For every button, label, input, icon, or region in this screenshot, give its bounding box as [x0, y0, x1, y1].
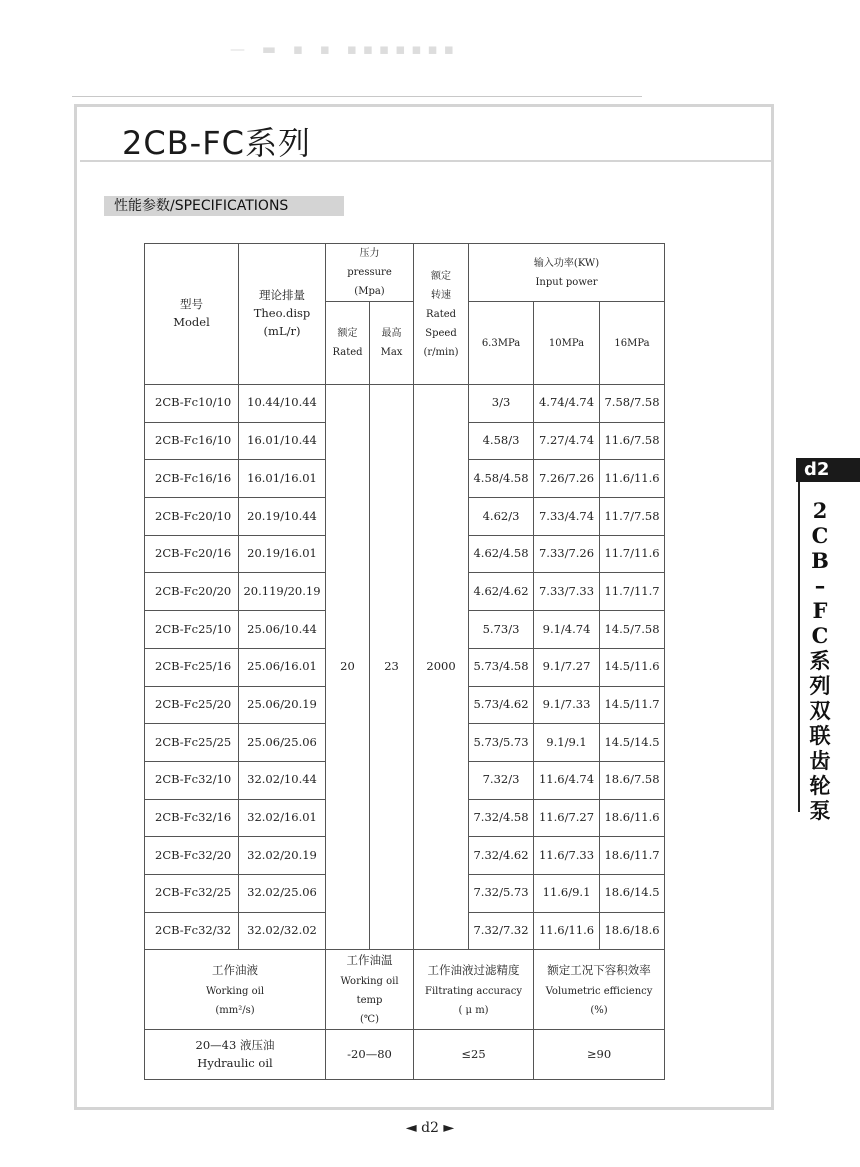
power-6-3-cell: 5.73/3: [469, 611, 534, 649]
power-16-cell: 14.5/11.6: [600, 648, 665, 686]
model-cell: 2CB-Fc20/16: [145, 535, 239, 573]
disp-cell: 32.02/10.44: [239, 761, 326, 799]
disp-cell: 20.119/20.19: [239, 573, 326, 611]
power-16-cell: 14.5/14.5: [600, 724, 665, 762]
power-10-header: 10MPa: [534, 302, 600, 385]
disp-cell: 20.19/16.01: [239, 535, 326, 573]
model-cell: 2CB-Fc32/32: [145, 912, 239, 950]
power-10-cell: 7.33/7.33: [534, 573, 600, 611]
power-10-cell: 9.1/7.33: [534, 686, 600, 724]
prev-page-icon[interactable]: ◄: [405, 1120, 417, 1136]
power-16-cell: 11.6/11.6: [600, 460, 665, 498]
power-10-cell: 9.1/4.74: [534, 611, 600, 649]
side-title-char: C: [811, 623, 829, 648]
disp-cell: 25.06/16.01: [239, 648, 326, 686]
power-10-cell: 11.6/4.74: [534, 761, 600, 799]
power-6-3-cell: 5.73/4.62: [469, 686, 534, 724]
conditions-value-row: [145, 1030, 665, 1080]
power-10-cell: 11.6/7.33: [534, 837, 600, 875]
rated-pressure-cell: 20: [326, 385, 370, 950]
model-cell: 2CB-Fc32/20: [145, 837, 239, 875]
power-10-cell: 7.27/4.74: [534, 422, 600, 460]
power-10-cell: 11.6/11.6: [534, 912, 600, 950]
disp-cell: 32.02/20.19: [239, 837, 326, 875]
header-row-1: [145, 244, 665, 302]
page-title: 2CB-FC系列: [122, 124, 311, 162]
power-6-3-cell: 4.62/4.62: [469, 573, 534, 611]
page-number: d2: [421, 1120, 439, 1136]
power-6-3-cell: 4.58/4.58: [469, 460, 534, 498]
power-header: 输入功率(KW) Input power: [469, 244, 665, 302]
model-cell: 2CB-Fc20/10: [145, 498, 239, 536]
faint-header-bleed: — ▬ ▪ ▪ ▪▪▪▪▪▪▪: [230, 40, 460, 58]
speed-header: 额定 转速 Rated Speed (r/min): [414, 244, 469, 385]
filter-accuracy-value: ≤25: [414, 1030, 534, 1080]
power-16-cell: 18.6/14.5: [600, 874, 665, 912]
power-10-cell: 7.33/4.74: [534, 498, 600, 536]
top-rule: [72, 96, 642, 97]
oil-temp-value: -20—80: [326, 1030, 414, 1080]
volumetric-efficiency-value: ≥90: [534, 1030, 665, 1080]
power-6-3-cell: 7.32/4.62: [469, 837, 534, 875]
side-title-char: 齿: [809, 748, 831, 773]
power-10-cell: 4.74/4.74: [534, 385, 600, 423]
power-16-cell: 18.6/11.6: [600, 799, 665, 837]
power-10-cell: 11.6/9.1: [534, 874, 600, 912]
side-title-char: 联: [809, 723, 831, 748]
power-16-cell: 18.6/18.6: [600, 912, 665, 950]
power-16-cell: 18.6/7.58: [600, 761, 665, 799]
conditions-header-row: [145, 950, 665, 1030]
side-title-char: B: [811, 548, 829, 573]
power-16-cell: 11.6/7.58: [600, 422, 665, 460]
side-title-char: 2: [812, 498, 828, 523]
spec-table: [144, 243, 665, 1080]
model-cell: 2CB-Fc32/10: [145, 761, 239, 799]
power-16-cell: 11.7/7.58: [600, 498, 665, 536]
side-title-char: 列: [809, 673, 831, 698]
max-pressure-cell: 23: [370, 385, 414, 950]
side-title-char: C: [811, 523, 829, 548]
volumetric-efficiency-header: 额定工况下容积效率 Volumetric efficiency (%): [534, 950, 665, 1030]
disp-cell: 16.01/10.44: [239, 422, 326, 460]
model-cell: 2CB-Fc32/25: [145, 874, 239, 912]
table-row: [145, 385, 665, 423]
model-cell: 2CB-Fc25/16: [145, 648, 239, 686]
power-6-3-cell: 3/3: [469, 385, 534, 423]
power-6-3-cell: 5.73/4.58: [469, 648, 534, 686]
power-10-cell: 9.1/7.27: [534, 648, 600, 686]
working-oil-header: 工作油液 Working oil (mm²/s): [145, 950, 326, 1030]
disp-header: 理论排量 Theo.disp (mL/r): [239, 244, 326, 385]
power-10-cell: 11.6/7.27: [534, 799, 600, 837]
disp-cell: 25.06/25.06: [239, 724, 326, 762]
power-16-cell: 11.7/11.6: [600, 535, 665, 573]
power-16-cell: 14.5/7.58: [600, 611, 665, 649]
power-16-cell: 11.7/11.7: [600, 573, 665, 611]
model-cell: 2CB-Fc10/10: [145, 385, 239, 423]
power-6-3-header: 6.3MPa: [469, 302, 534, 385]
filter-accuracy-header: 工作油液过滤精度 Filtrating accuracy ( μ m): [414, 950, 534, 1030]
disp-cell: 32.02/32.02: [239, 912, 326, 950]
disp-cell: 16.01/16.01: [239, 460, 326, 498]
page-footer: [0, 1120, 860, 1136]
section-tab: d2: [796, 458, 860, 482]
power-16-cell: 14.5/11.7: [600, 686, 665, 724]
power-6-3-cell: 7.32/4.58: [469, 799, 534, 837]
model-cell: 2CB-Fc25/10: [145, 611, 239, 649]
power-6-3-cell: 5.73/5.73: [469, 724, 534, 762]
disp-cell: 25.06/10.44: [239, 611, 326, 649]
power-10-cell: 7.26/7.26: [534, 460, 600, 498]
model-cell: 2CB-Fc32/16: [145, 799, 239, 837]
data-rows: [145, 385, 665, 950]
oil-temp-header: 工作油温 Working oil temp (℃): [326, 950, 414, 1030]
model-cell: 2CB-Fc25/25: [145, 724, 239, 762]
side-title-char: –: [814, 573, 826, 598]
side-title-char: 轮: [809, 773, 831, 798]
power-6-3-cell: 7.32/5.73: [469, 874, 534, 912]
model-cell: 2CB-Fc16/16: [145, 460, 239, 498]
side-vertical-title: [806, 498, 834, 823]
power-6-3-cell: 7.32/7.32: [469, 912, 534, 950]
max-header: 最高 Max: [370, 302, 414, 385]
model-cell: 2CB-Fc16/10: [145, 422, 239, 460]
disp-cell: 10.44/10.44: [239, 385, 326, 423]
disp-cell: 32.02/25.06: [239, 874, 326, 912]
power-16-cell: 7.58/7.58: [600, 385, 665, 423]
side-title-char: F: [812, 598, 828, 623]
power-16-cell: 18.6/11.7: [600, 837, 665, 875]
power-6-3-cell: 4.62/4.58: [469, 535, 534, 573]
model-cell: 2CB-Fc25/20: [145, 686, 239, 724]
power-6-3-cell: 7.32/3: [469, 761, 534, 799]
specs-heading: 性能参数/SPECIFICATIONS: [104, 196, 344, 216]
speed-cell: 2000: [414, 385, 469, 950]
disp-cell: 20.19/10.44: [239, 498, 326, 536]
side-title-char: 双: [809, 698, 831, 723]
power-10-cell: 7.33/7.26: [534, 535, 600, 573]
side-title-char: 系: [809, 648, 831, 673]
next-page-icon[interactable]: ►: [443, 1120, 455, 1136]
power-10-cell: 9.1/9.1: [534, 724, 600, 762]
side-title-char: 泵: [809, 798, 831, 823]
working-oil-value: 20—43 液压油 Hydraulic oil: [145, 1030, 326, 1080]
disp-cell: 25.06/20.19: [239, 686, 326, 724]
power-6-3-cell: 4.62/3: [469, 498, 534, 536]
model-cell: 2CB-Fc20/20: [145, 573, 239, 611]
pressure-header: 压力 pressure (Mpa): [326, 244, 414, 302]
disp-cell: 32.02/16.01: [239, 799, 326, 837]
power-16-header: 16MPa: [600, 302, 665, 385]
model-header: 型号 Model: [145, 244, 239, 385]
power-6-3-cell: 4.58/3: [469, 422, 534, 460]
rated-header: 额定 Rated: [326, 302, 370, 385]
